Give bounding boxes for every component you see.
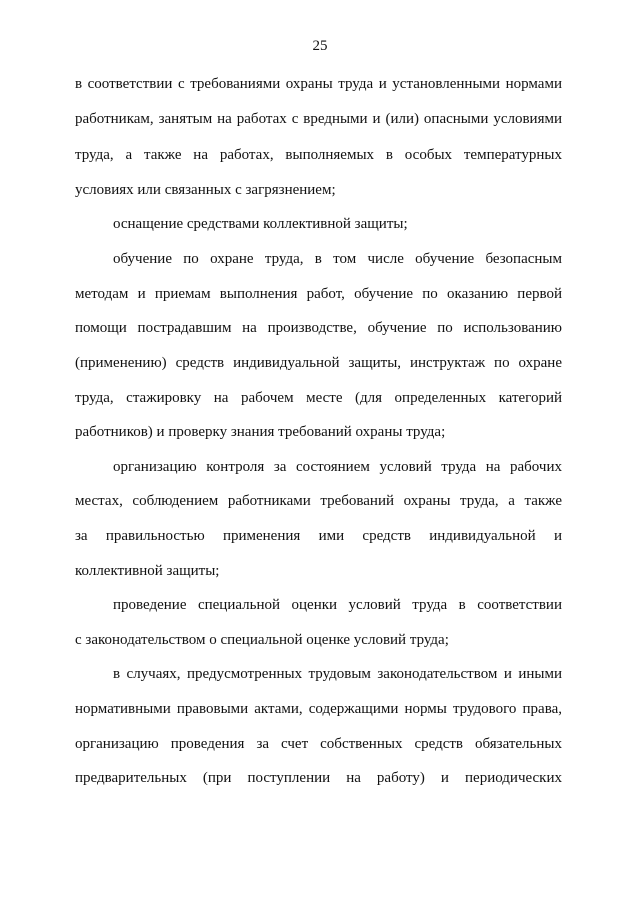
text-line: труда, а также на работах, выполняемых в особых температурных bbox=[75, 147, 562, 163]
text-line: коллективной защиты; bbox=[75, 563, 220, 579]
text-line: за правильностью применения ими средств индивидуальной и bbox=[75, 528, 562, 544]
text-line: нормативными правовыми актами, содержащими нормы трудового права, bbox=[75, 701, 562, 717]
text-line: труда, стажировку на рабочем месте (для определенных категорий bbox=[75, 390, 562, 406]
text-line: в случаях, предусмотренных трудовым законодательством и иными bbox=[113, 666, 562, 682]
text-line: (применению) средств индивидуальной защиты, инструктаж по охране bbox=[75, 355, 562, 371]
text-line: предварительных (при поступлении на работу) и периодических bbox=[75, 770, 562, 786]
text-line: условиях или связанных с загрязнением; bbox=[75, 182, 336, 198]
text-line: работников) и проверку знания требований охраны труда; bbox=[75, 424, 446, 440]
text-line: в соответствии с требованиями охраны труда и установленными нормами bbox=[75, 76, 562, 92]
text-line: работникам, занятым на работах с вредными и (или) опасными условиями bbox=[75, 111, 562, 127]
text-line: оснащение средствами коллективной защиты; bbox=[113, 216, 408, 232]
text-line: помощи пострадавшим на производстве, обучение по использованию bbox=[75, 320, 562, 336]
text-line: местах, соблюдением работниками требований охраны труда, а также bbox=[75, 493, 562, 509]
text-line: методам и приемам выполнения работ, обучение по оказанию первой bbox=[75, 286, 562, 302]
text-line: с законодательством о специальной оценке условий труда; bbox=[75, 632, 449, 648]
text-line: организацию контроля за состоянием условий труда на рабочих bbox=[113, 459, 562, 475]
page-number: 25 bbox=[312, 38, 328, 54]
text-line: проведение специальной оценки условий труда в соответствии bbox=[113, 597, 562, 613]
text-line: обучение по охране труда, в том числе обучение безопасным bbox=[113, 251, 562, 267]
text-line: организацию проведения за счет собственных средств обязательных bbox=[75, 736, 562, 752]
